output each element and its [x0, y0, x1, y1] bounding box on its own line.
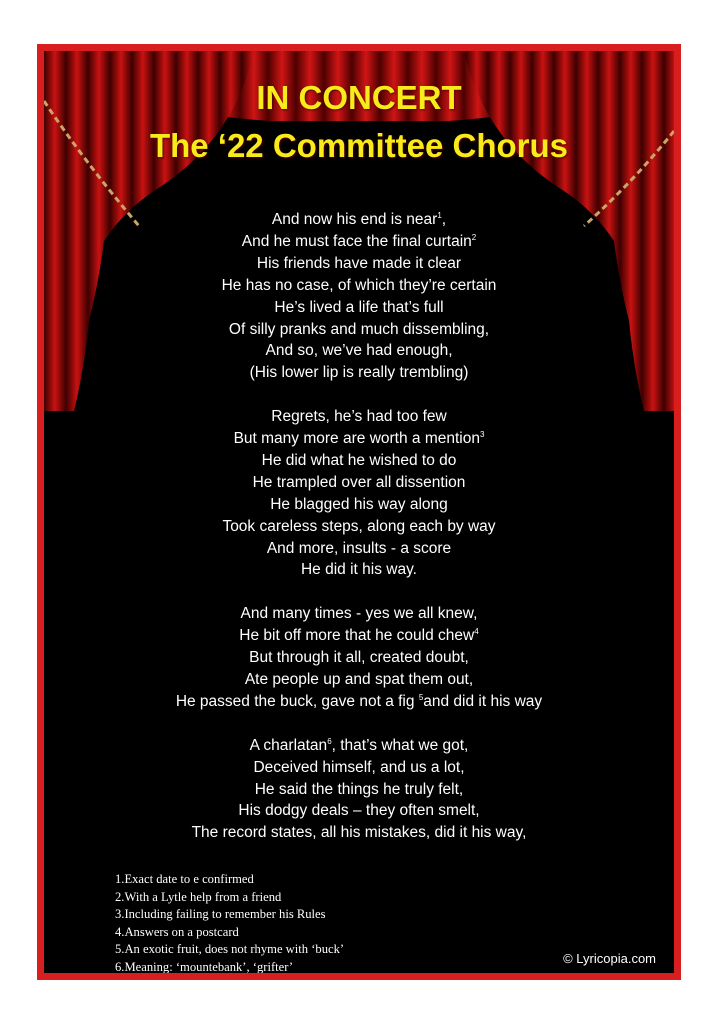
lyric-line [44, 362, 674, 384]
lyric-text: He blagged his way along [270, 495, 448, 513]
stanza [44, 603, 674, 713]
concert-poster [37, 44, 681, 980]
lyric-text: His friends have made it clear [256, 254, 462, 272]
lyric-line [44, 209, 674, 231]
lyric-text: Ate people up and spat them out, [244, 671, 474, 688]
lyric-line [44, 647, 674, 669]
title-line-2: The ‘22 Committee Chorus [149, 127, 569, 164]
lyric-line [44, 822, 674, 844]
footnote-item: 3.Including failing to remember his Rules [115, 907, 326, 922]
lyric-text: He trampled over all dissention [252, 473, 466, 491]
lyric-text: The record states, all his mistakes, did it his way, [191, 824, 527, 842]
lyric-text: He passed the buck, gave not a fig [175, 692, 419, 710]
lyric-line [44, 494, 674, 516]
lyric-line [44, 253, 674, 275]
lyric-line [44, 516, 674, 538]
lyric-text: A charlatan [249, 736, 328, 754]
lyric-text-after: , [441, 211, 447, 228]
lyric-line [44, 406, 674, 428]
lyric-line [44, 757, 674, 779]
lyric-text: Regrets, he’s had too few [271, 408, 447, 426]
lyric-line [44, 625, 674, 647]
footnote-marker: 2 [471, 232, 477, 242]
lyric-line [44, 800, 674, 822]
lyric-text: Took careless steps, along each by way [222, 517, 496, 535]
lyric-line [44, 559, 674, 581]
lyric-line [44, 538, 674, 560]
copyright-notice: © Lyricopia.com [563, 951, 656, 966]
stanza [44, 735, 674, 845]
lyric-line [44, 275, 674, 297]
lyric-text: And he must face the final curtain [241, 232, 472, 250]
footnote-marker: 5 [418, 692, 424, 702]
footnote-marker: 3 [479, 429, 485, 439]
lyric-text: Deceived himself, and us a lot, [253, 758, 465, 776]
footnotes [115, 871, 344, 977]
lyric-text: And more, insults - a score [266, 539, 452, 557]
lyric-line [44, 691, 674, 713]
lyric-text: Of silly pranks and much dissembling, [228, 320, 490, 338]
lyric-line [44, 669, 674, 691]
lyric-text: And now his end is near [271, 211, 438, 228]
lyric-text: And many times - yes we all knew, [240, 605, 478, 623]
lyric-text: He said the things he truly felt, [254, 780, 464, 798]
lyric-text: He did what he wished to do [261, 451, 457, 469]
lyric-line [44, 340, 674, 362]
stanza [44, 406, 674, 581]
footnote-item: 4.Answers on a postcard [115, 924, 239, 939]
lyric-text: But through it all, created doubt, [249, 649, 469, 667]
footnote-item: 1.Exact date to e confirmed [115, 872, 254, 886]
lyric-text-after: and did it his way [423, 692, 543, 710]
footnote-marker: 6 [327, 736, 332, 746]
lyric-line [44, 450, 674, 472]
lyric-line [44, 297, 674, 319]
lyric-line [44, 231, 674, 253]
lyric-text: He has no case, of which they’re certain [221, 276, 497, 294]
footnote-item: 2.With a Lytle help from a friend [115, 889, 282, 904]
lyric-line [44, 472, 674, 494]
footnote-item: 6.Meaning: ‘mountebank’, ‘grifter’ [115, 959, 294, 974]
lyric-line [44, 779, 674, 801]
lyric-line [44, 603, 674, 625]
lyric-text: His dodgy deals – they often smelt, [238, 802, 480, 820]
lyric-text: He did it his way. [300, 561, 417, 579]
lyric-line [44, 428, 674, 450]
lyric-text: But many more are worth a mention [233, 430, 480, 448]
footnote-item: 5.An exotic fruit, does not rhyme with ‘buck’ [115, 942, 345, 957]
title-line-1: IN CONCERT [256, 79, 462, 116]
lyric-text: (His lower lip is really trembling) [249, 364, 469, 382]
lyric-text-after: , that’s what we got, [331, 736, 469, 754]
lyrics [44, 209, 674, 866]
footnote-marker: 4 [474, 627, 479, 637]
lyric-text: He bit off more that he could chew [239, 627, 475, 645]
lyric-line [44, 319, 674, 341]
lyric-text: And so, we’ve had enough, [265, 342, 453, 360]
lyric-line [44, 735, 674, 757]
stanza [44, 209, 674, 384]
lyric-text: He’s lived a life that’s full [274, 298, 444, 316]
footnote-marker: 1 [437, 210, 442, 220]
